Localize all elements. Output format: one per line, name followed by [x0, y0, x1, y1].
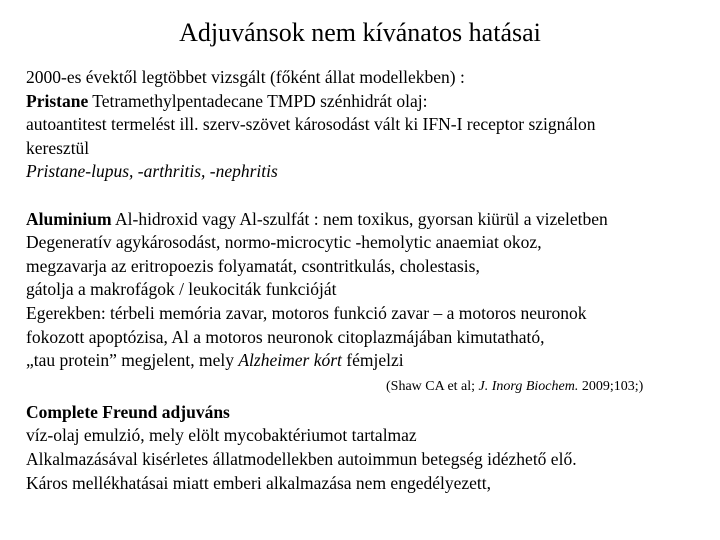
aluminium-line-5: Egerekben: térbeli memória zavar, motoros funkció zavar – a motoros neuronok [26, 302, 587, 323]
aluminium-desc: Al-hidroxid vagy Al-szulfát : nem toxikus, gyorsan kiürül a vizeletben [111, 208, 608, 229]
aluminium-name: Aluminium [26, 208, 112, 229]
slide-title: Adjuvánsok nem kívánatos hatásai [179, 18, 541, 47]
freund-name: Complete Freund adjuváns [26, 401, 230, 422]
reference-journal: J. Inorg Biochem. [478, 378, 579, 394]
freund-line-3: Káros mellékhatásai miatt emberi alkalmazása nem engedélyezett, [26, 472, 491, 493]
pristane-models-text: Pristane-lupus, -arthritis, -nephritis [26, 161, 278, 182]
freund-line-1: víz-olaj emulzió, mely elölt mycobaktériumot tartalmaz [26, 425, 417, 446]
pristane-name: Pristane [26, 90, 89, 111]
aluminium-line-7 [26, 349, 706, 373]
pristane-effect-line-2: keresztül [26, 137, 90, 158]
pristane-effect-line-1: autoantitest termelést ill. szerv-szövet károsodást vált ki IFN-I receptor szignálon [26, 114, 596, 135]
spacer [26, 184, 706, 208]
pristane-intro: 2000-es évektől legtöbbet vizsgált (főként állat modellekben) : [26, 67, 465, 87]
aluminium-line-6: fokozott apoptózisa, Al a motoros neuronok citoplazmájában kimutatható, [26, 326, 545, 347]
slide-body [26, 66, 706, 495]
aluminium-line-7-italic: Alzheimer kórt [238, 350, 342, 371]
aluminium-line-4: gátolja a makrofágok / leukociták funkcióját [26, 279, 337, 300]
aluminium-line-2: Degeneratív agykárosodást, normo-microcytic -hemolytic anaemiat okoz, [26, 232, 542, 253]
aluminium-heading [26, 208, 706, 232]
reference-post: 2009;103;) [578, 378, 644, 394]
pristane-desc: Tetramethylpentadecane TMPD szénhidrát olaj: [88, 90, 428, 111]
pristane-models [26, 160, 706, 184]
aluminium-line-7-pre: „tau protein” megjelent, mely [26, 350, 239, 371]
pristane-heading [26, 90, 706, 114]
reference-citation [26, 373, 706, 401]
reference-pre: (Shaw CA et al; [386, 378, 479, 394]
freund-line-2: Alkalmazásával kisérletes állatmodellekben autoimmun betegség idézhető elő. [26, 448, 577, 469]
freund-heading [26, 401, 706, 425]
aluminium-line-7-post: fémjelzi [341, 350, 404, 371]
aluminium-line-3: megzavarja az eritropoezis folyamatát, csontritkulás, cholestasis, [26, 255, 480, 276]
